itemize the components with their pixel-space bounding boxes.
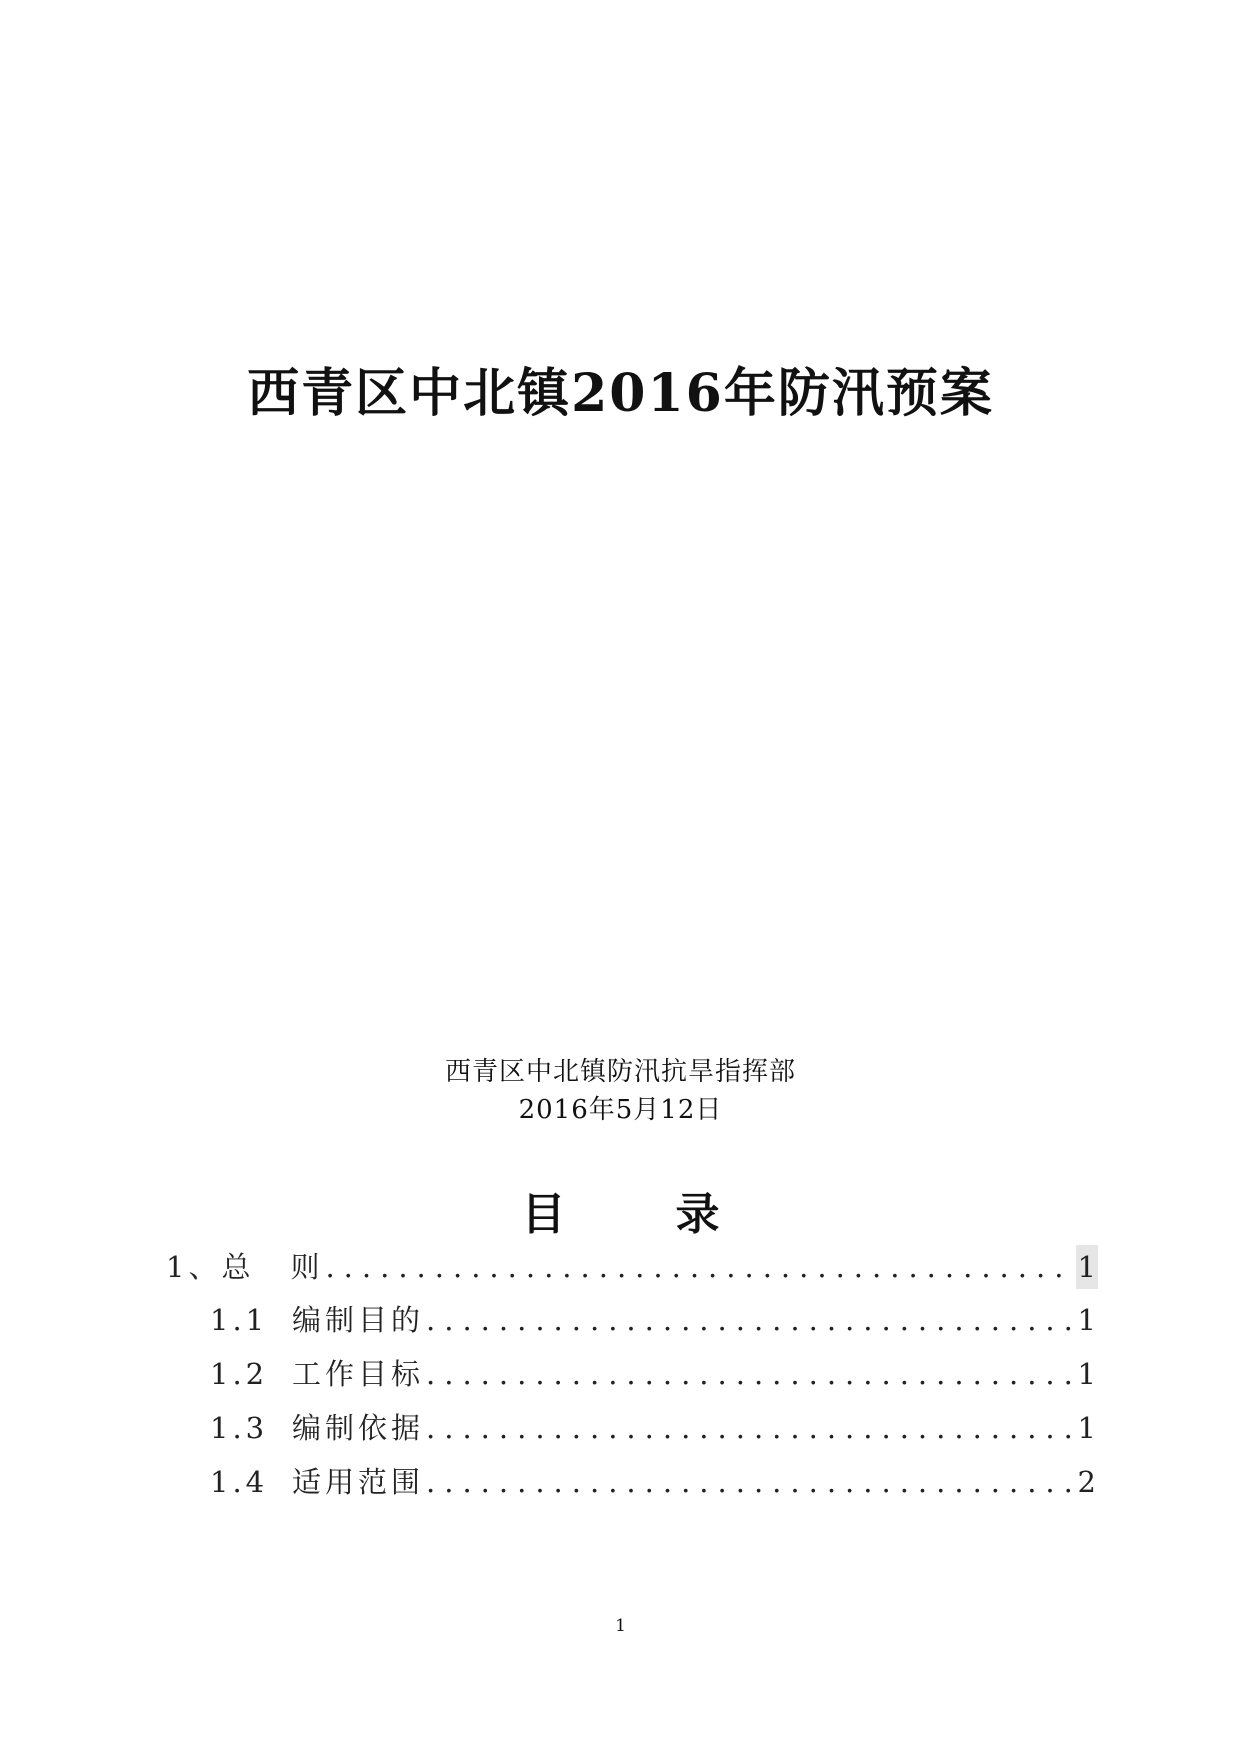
- toc-entry-title: 则: [290, 1250, 324, 1284]
- toc-entry-number: 1.3: [210, 1411, 269, 1445]
- toc-entry-page: 1: [1077, 1411, 1096, 1445]
- toc-entry-1-1[interactable]: [210, 1298, 1098, 1342]
- toc-dot-leader: [325, 1245, 1073, 1289]
- toc-dot-leader: [426, 1352, 1074, 1396]
- toc-entry-title: 工作目标: [292, 1357, 425, 1391]
- toc-heading: [0, 1185, 1241, 1245]
- toc-dot-leader: [426, 1298, 1074, 1342]
- toc-entry-page: 1: [1077, 1303, 1096, 1337]
- toc-entry-number: 1.4: [210, 1465, 269, 1499]
- toc-entry-1-4[interactable]: [210, 1460, 1098, 1504]
- toc-dot-leader: [426, 1406, 1074, 1450]
- toc-heading-left: 目: [521, 1189, 566, 1240]
- toc-heading-right: 录: [675, 1189, 720, 1240]
- toc-entry-1-2[interactable]: [210, 1352, 1098, 1396]
- toc-entry-number: 1.2: [210, 1357, 269, 1391]
- toc-entry-number: 1.1: [210, 1303, 269, 1337]
- toc-entry-page: 2: [1077, 1465, 1096, 1499]
- toc-entry-page: 1: [1077, 1357, 1096, 1391]
- toc-entry-1[interactable]: [166, 1245, 1098, 1289]
- document-title: 西青区中北镇2016年防汛预案: [247, 363, 994, 424]
- issuer-name: 西青区中北镇防汛抗旱指挥部: [444, 1057, 796, 1087]
- toc-dot-leader: [426, 1460, 1074, 1504]
- toc-entry-title: 适用范围: [292, 1465, 425, 1499]
- toc-entry-1-3[interactable]: [210, 1406, 1098, 1450]
- toc-entry-title: 编制依据: [292, 1411, 425, 1445]
- page-number: 1: [615, 1616, 626, 1636]
- toc-entry-page: 1: [1076, 1245, 1098, 1289]
- toc-entry-number: 1、总: [166, 1250, 255, 1284]
- toc-entry-title: 编制目的: [292, 1303, 425, 1337]
- issue-date: 2016年5月12日: [518, 1095, 723, 1125]
